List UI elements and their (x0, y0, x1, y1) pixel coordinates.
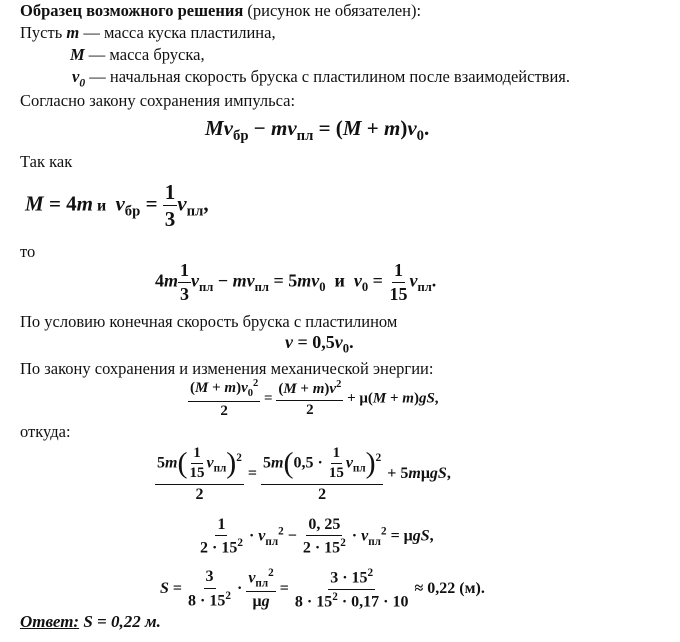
simplified-equation: $\frac{1}{2 \cdot 15^2}$ · $v_{пл}^2$ − $\frac{0, 25}{2 \cdot 15^2}$ · $v_{пл}^2 = \mu gS$, (200, 516, 434, 557)
whence-text: откуда: (20, 422, 71, 441)
v0-description: — начальная скорость бруска с пластилином после взаимодействия. (85, 67, 570, 86)
intro-text: Пусть (20, 23, 67, 42)
answer-label: Ответ: (20, 612, 80, 631)
since-text: Так как (20, 152, 73, 171)
answer-value: S = 0,22 м. (79, 612, 161, 631)
M-description: — масса бруска, (84, 45, 205, 64)
heading-bold: Образец возможного решения (20, 1, 244, 20)
energy-equation: $\frac{(M + m)v_0^2}{2}$ = $\frac{(M + m)v^2}{2}$ + μ(M + m)gS, (190, 378, 439, 420)
v0-sub: 0 (79, 77, 86, 90)
definition-M (70, 46, 205, 65)
v0-symbol: v (72, 67, 80, 86)
definition-m (20, 24, 276, 43)
heading-note: (рисунок не обязателен): (243, 1, 422, 20)
M-symbol: M (70, 45, 85, 64)
mass-ratio-equation: M = 4m и $v_{бр}$ = $\frac{1}{3}$ $v_{пл}$, (25, 180, 209, 232)
energy-law-text: По закону сохранения и изменения механической энергии: (20, 359, 434, 378)
solution-heading (20, 2, 421, 21)
final-velocity-equation: $v = 0,5v_0$. (285, 332, 354, 356)
momentum-law-text: Согласно закону сохранения импульса: (20, 91, 296, 110)
m-description: — масса куска пластилина, (79, 23, 276, 42)
condition-text: По условию конечная скорость бруска с пластилином (20, 312, 398, 331)
m-symbol: m (66, 23, 80, 42)
definition-v0 (72, 68, 570, 91)
velocity-substitution-equation: 5m( $\frac{1}{15}$ $v_{пл})^2$ 2 = 5m(0,5 · $\frac{1}{15}$ $v_{пл})^2$ 2 + 5mμgS, (157, 445, 451, 503)
momentum-equation: $Mv_{бр} - mv_{пл} = (M + m)v_0$. (205, 116, 430, 145)
answer-line (20, 612, 161, 632)
substituted-equation: 4m $\frac{1}{3}$ $v_{пл} - mv_{пл} = 5mv_0$ и $v_0$ = $\frac{1}{15}$ $v_{пл}$. (155, 260, 437, 304)
numeric-result: ≈ 0,22 (м). (414, 580, 485, 598)
distance-result-equation: S = $\frac{3}{8 \cdot 15^2}$ · $v_{пл}^2$ μg = $\frac{3 \cdot 15^2}{8 \cdot 15^2 \cdot 0,17 \cdot 10}$ ≈ 0,22 (м). (160, 567, 485, 611)
then-text: то (20, 242, 36, 261)
